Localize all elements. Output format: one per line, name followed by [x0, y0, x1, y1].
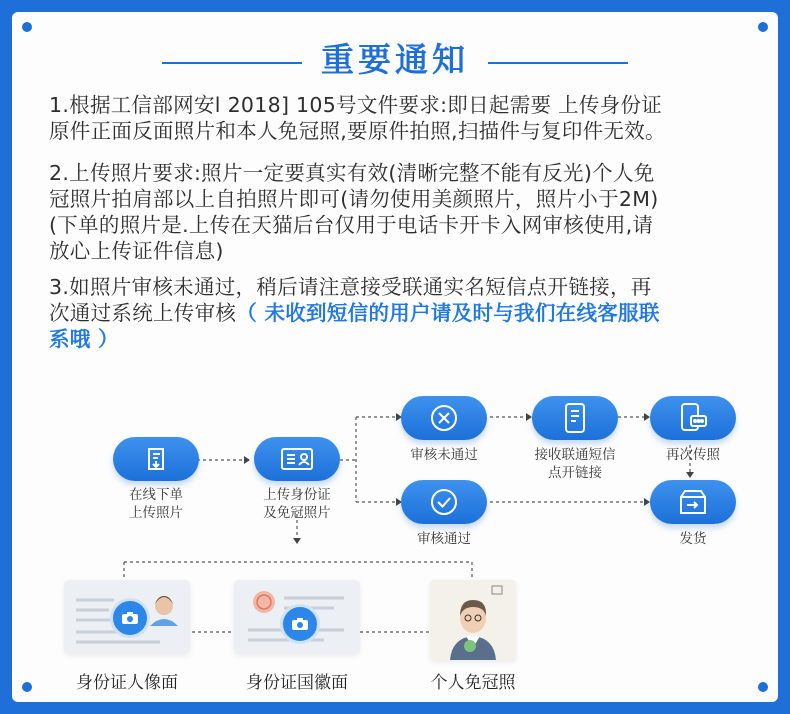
label-line: 发货 [679, 531, 707, 547]
step-upload-label [247, 486, 347, 522]
x-circle-icon [429, 403, 459, 433]
check-circle-icon [429, 487, 459, 517]
notice-line: 放心上传证件信息) [49, 239, 224, 263]
highlight-text: （ 未收到短信的用户请及时与我们在线客服联 [236, 301, 660, 325]
notice-panel [12, 12, 778, 702]
step-resend-label [643, 446, 743, 464]
step-order-label [106, 486, 206, 522]
step-order-button [113, 437, 199, 481]
step-rejected-label [394, 446, 494, 464]
clipboard-download-icon [141, 444, 171, 474]
label-line: 审核通过 [417, 531, 471, 547]
label-line: 上传照片 [129, 505, 183, 521]
notice-line: 2.上传照片要求:照片一定要真实有效(清晰完整不能有反光)个人免 [49, 161, 655, 185]
camera-icon [110, 598, 150, 638]
page-title: 重要通知 [321, 40, 469, 79]
camera-icon [280, 604, 320, 644]
step-approved-label [394, 530, 494, 548]
step-upload-button [254, 437, 340, 481]
notice-text: 次通过系统上传审核 [49, 301, 237, 325]
step-sms-label [520, 446, 630, 482]
label-line: 在线下单 [129, 487, 183, 503]
notice-line: 原件正面反面照片和本人免冠照,要原件拍照,扫描件与复印件无效。 [49, 119, 666, 143]
notice-line: (下单的照片是.上传在天猫后台仅用于电话卡开卡入网审核使用,请 [49, 213, 654, 237]
label-line: 点开链接 [548, 465, 602, 481]
notice-line: 3.如照片审核未通过，稍后请注意接受联通实名短信点开链接，再 [49, 275, 652, 299]
step-ship-label [643, 530, 743, 548]
highlight-text: 系哦 ） [49, 327, 119, 351]
phone-document-icon [563, 402, 587, 434]
step-resend-button [650, 396, 736, 440]
phone-chat-icon [677, 402, 709, 434]
label-line: 及免冠照片 [263, 505, 331, 521]
id-emblem-label: 身份证国徽面 [246, 673, 348, 693]
portrait-photo-label: 个人免冠照 [430, 673, 516, 693]
id-portrait-card [64, 580, 190, 654]
label-line: 审核未通过 [410, 447, 478, 463]
notice-line: 1.根据工信部网安l 2018] 105号文件要求:即日起需要 上传身份证 [49, 93, 663, 117]
id-card-icon [280, 446, 314, 472]
label-line: 上传身份证 [263, 487, 331, 503]
step-rejected-button [401, 396, 487, 440]
id-emblem-card [234, 580, 360, 654]
label-line: 再次传照 [666, 447, 720, 463]
label-line: 接收联通短信 [534, 447, 616, 463]
portrait-figure [430, 580, 516, 660]
delivery-box-icon [677, 488, 709, 516]
step-ship-button [650, 480, 736, 524]
notice-line: 冠照片拍肩部以上自拍照片即可(请勿使用美颜照片，照片小于2M) [49, 187, 659, 211]
step-sms-button [532, 396, 618, 440]
id-portrait-label: 身份证人像面 [76, 673, 178, 693]
step-approved-button [401, 480, 487, 524]
portrait-photo-card [430, 580, 516, 660]
